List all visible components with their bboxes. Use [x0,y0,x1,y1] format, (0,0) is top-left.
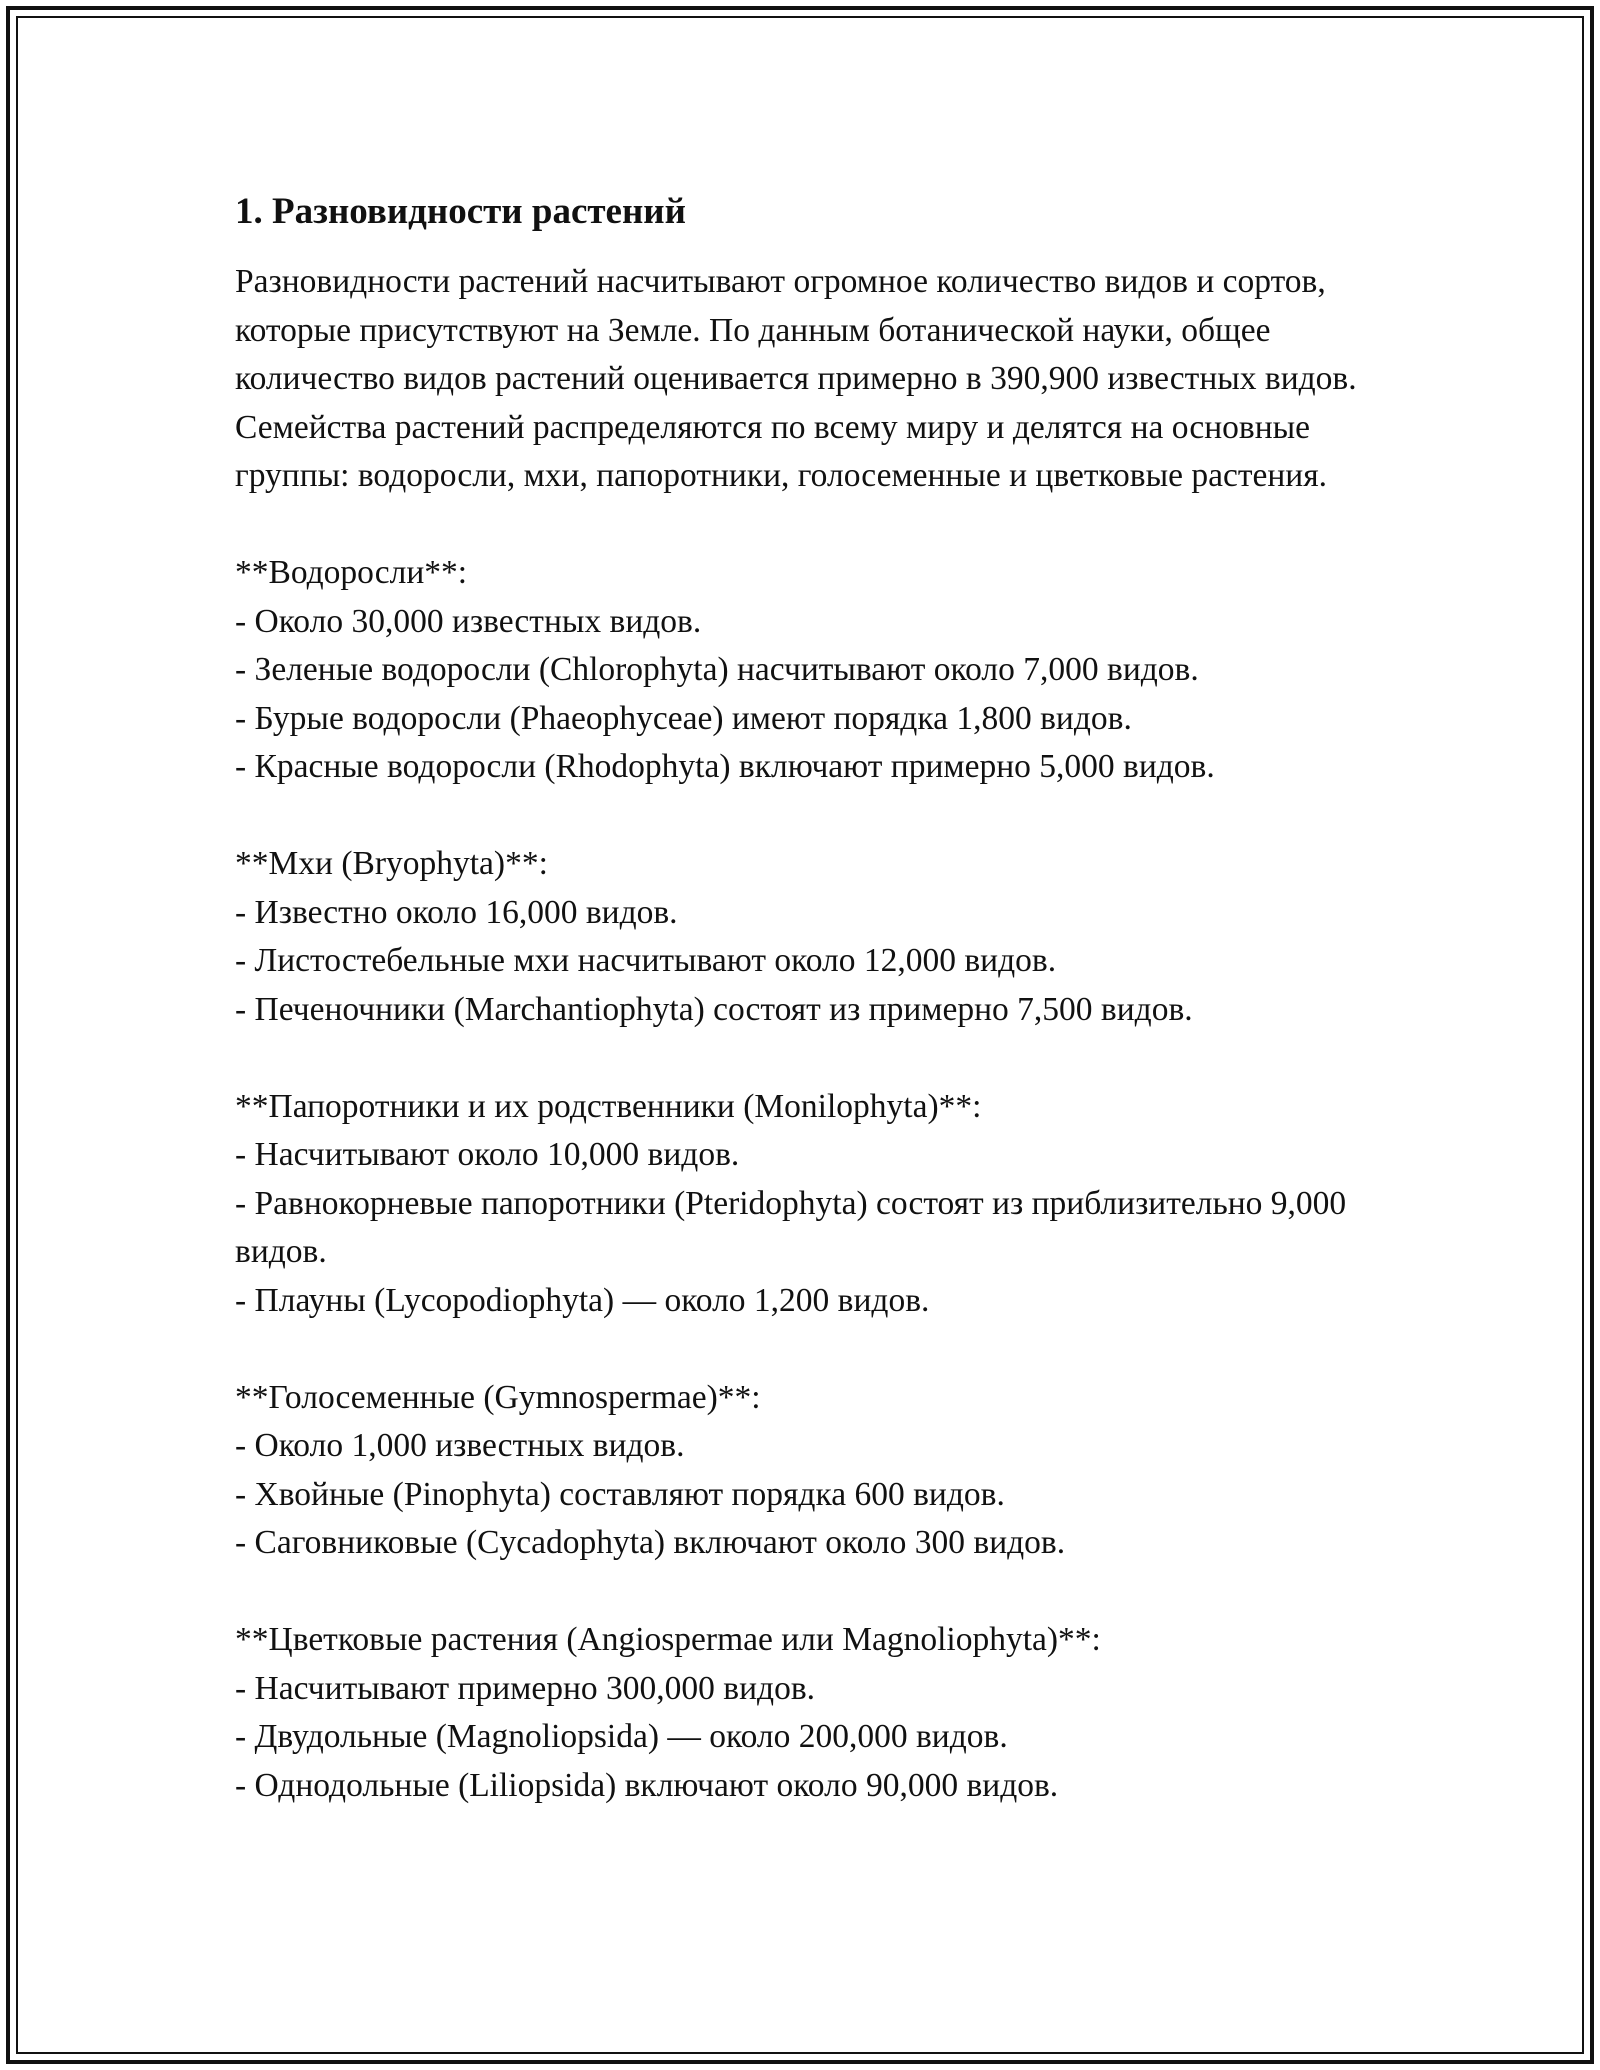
list-item: - Однодольные (Liliopsida) включают около 90,000 видов. [235,1766,1059,1804]
section-heading: **Папоротники и их родственники (Monilophyta)**: [235,1087,982,1125]
document-title: 1. Разновидности растений [235,191,686,232]
list-item: - Печеночники (Marchantiophyta) состоят из примерно 7,500 видов. [235,990,1193,1028]
section-mosses [235,840,1415,1034]
list-item: - Хвойные (Pinophyta) составляют порядка 600 видов. [235,1475,1005,1513]
section-gymnosperms [235,1374,1415,1568]
list-item: - Саговниковые (Cycadophyta) включают около 300 видов. [235,1524,1066,1561]
section-heading: **Голосеменные (Gymnospermae)**: [235,1378,761,1416]
list-item: - Равнокорневые папоротники (Pteridophyta) состоят из приблизительно 9,000 видов. [235,1184,1347,1270]
list-item: - Двудольные (Magnoliopsida) — около 200,000 видов. [235,1718,1008,1755]
section-heading: **Мхи (Bryophyta)**: [235,845,548,882]
intro-paragraph: Разновидности растений насчитывают огромное количество видов и сортов, которые присутствуют на Земле. По данным ботанической науки, общее количество видов растений оценивается примерно в 390,900 известных видов. Семейства растений распределяются по всему миру и делятся на основные группы: водоросли, мхи, папоротники, голосеменные и цветковые растения. [235,263,1357,494]
section-heading: **Цветковые растения (Angiospermae или Magnoliophyta)**: [235,1621,1101,1658]
section-heading: **Водоросли**: [235,554,468,591]
list-item: - Плауны (Lycopodiophyta) — около 1,200 видов. [235,1281,930,1319]
section-ferns [235,1083,1415,1326]
list-item: - Бурые водоросли (Phaeophyceae) имеют порядка 1,800 видов. [235,699,1132,737]
section-algae [235,549,1415,792]
list-item: - Известно около 16,000 видов. [235,893,678,931]
document-body [235,186,1415,1810]
list-item: - Насчитывают около 10,000 видов. [235,1136,740,1173]
list-item: - Насчитывают примерно 300,000 видов. [235,1669,816,1707]
list-item: - Около 30,000 известных видов. [235,602,702,640]
list-item: - Красные водоросли (Rhodophyta) включают примерно 5,000 видов. [235,748,1215,785]
section-angiosperms [235,1616,1415,1810]
list-item: - Листостебельные мхи насчитывают около 12,000 видов. [235,942,1057,979]
list-item: - Около 1,000 известных видов. [235,1427,685,1464]
list-item: - Зеленые водоросли (Chlorophyta) насчитывают около 7,000 видов. [235,651,1199,688]
